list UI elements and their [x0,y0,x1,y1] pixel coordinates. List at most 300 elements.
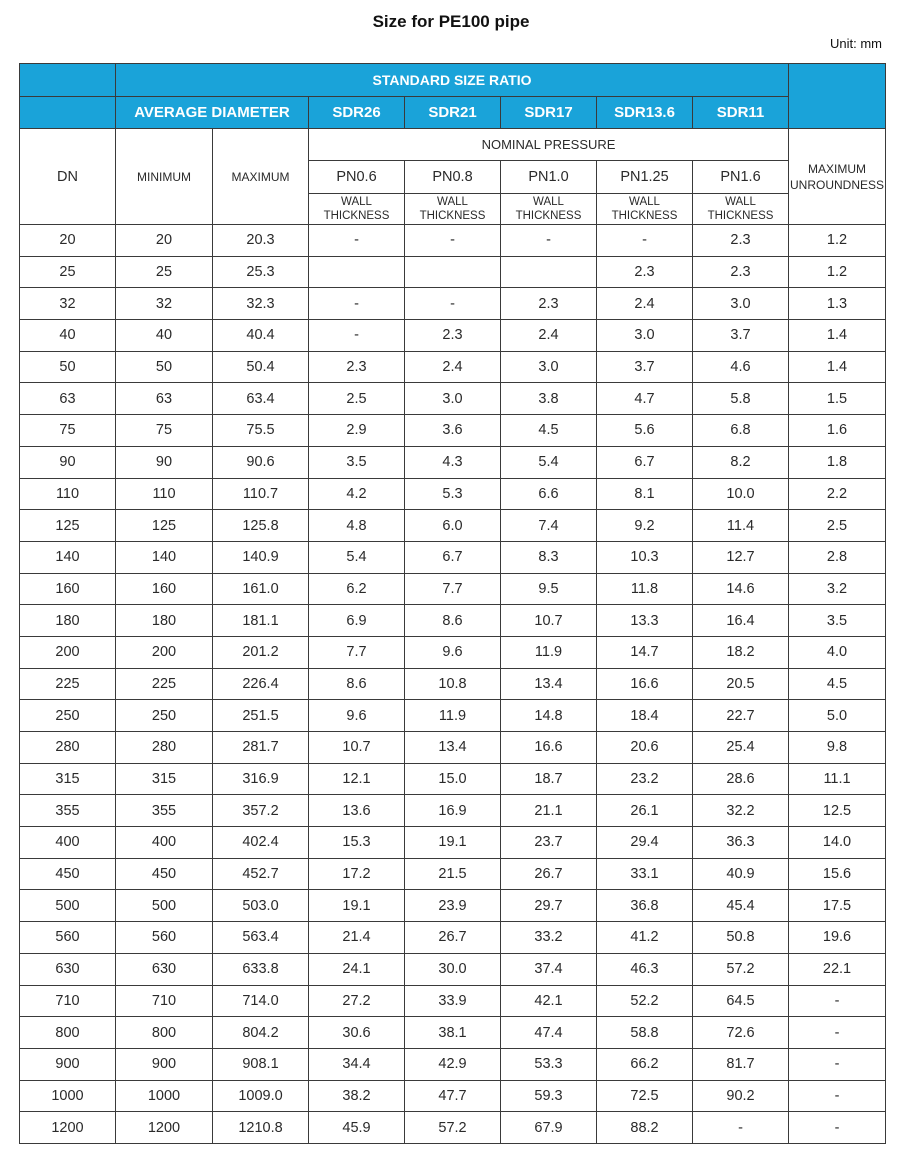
table-cell: 90 [20,446,116,478]
wall-thickness-header: WALL THICKNESS [405,194,501,225]
table-cell: 3.2 [789,573,886,605]
table-cell: 1200 [20,1112,116,1144]
table-cell: 14.6 [693,573,789,605]
table-cell: 3.0 [693,288,789,320]
table-cell: 19.1 [405,827,501,859]
table-cell: 38.1 [405,1017,501,1049]
table-cell: 6.7 [597,446,693,478]
unit-label: Unit: mm [830,36,882,51]
table-cell: 63.4 [213,383,309,415]
table-cell: 400 [116,827,213,859]
table-cell: 804.2 [213,1017,309,1049]
table-cell: 315 [20,763,116,795]
table-row [20,288,886,320]
table-cell: 6.0 [405,510,501,542]
table-cell: 10.0 [693,478,789,510]
table-cell: 280 [116,732,213,764]
table-cell: 110 [116,478,213,510]
table-cell: 2.3 [501,288,597,320]
table-cell: 16.9 [405,795,501,827]
table-cell: 357.2 [213,795,309,827]
table-cell: 2.2 [789,478,886,510]
table-cell: 7.7 [309,636,405,668]
table-cell: 63 [116,383,213,415]
table-cell: 7.7 [405,573,501,605]
table-cell: 32 [116,288,213,320]
blank-header-cell [789,64,886,129]
table-cell: 6.8 [693,415,789,447]
table-cell: 125 [116,510,213,542]
table-cell: 21.5 [405,858,501,890]
table-cell: - [597,225,693,257]
table-cell: 18.7 [501,763,597,795]
table-cell: 160 [116,573,213,605]
table-cell: 36.8 [597,890,693,922]
pn-header: PN1.0 [501,161,597,194]
wall-thickness-header: WALL THICKNESS [501,194,597,225]
standard-size-ratio-header: STANDARD SIZE RATIO [116,64,789,97]
table-cell: 90.2 [693,1080,789,1112]
table-cell: 25 [20,256,116,288]
table-cell: 4.3 [405,446,501,478]
table-cell: 6.7 [405,541,501,573]
table-row [20,478,886,510]
table-cell: 40.9 [693,858,789,890]
table-cell: 52.2 [597,985,693,1017]
table-cell: 1210.8 [213,1112,309,1144]
table-cell: 38.2 [309,1080,405,1112]
table-cell: 53.3 [501,1048,597,1080]
table-cell: 563.4 [213,922,309,954]
table-cell: 1.4 [789,351,886,383]
table-cell: 50.4 [213,351,309,383]
table-cell: 11.1 [789,763,886,795]
table-cell: 201.2 [213,636,309,668]
table-cell: 47.4 [501,1017,597,1049]
table-cell: 15.3 [309,827,405,859]
table-cell: 251.5 [213,700,309,732]
table-cell: 59.3 [501,1080,597,1112]
table-cell: 1000 [116,1080,213,1112]
table-cell: 630 [116,953,213,985]
table-cell: 13.6 [309,795,405,827]
table-cell: 25.4 [693,732,789,764]
table-cell: 2.9 [309,415,405,447]
table-cell: 400 [20,827,116,859]
table-cell: 2.8 [789,541,886,573]
table-row [20,256,886,288]
table-cell: 8.1 [597,478,693,510]
table-cell: 11.9 [405,700,501,732]
table-cell: 33.9 [405,985,501,1017]
table-cell: 18.4 [597,700,693,732]
sdr-header: SDR17 [501,97,597,129]
table-cell: 560 [20,922,116,954]
table-row [20,1048,886,1080]
table-cell: 90 [116,446,213,478]
table-cell: 226.4 [213,668,309,700]
table-cell: 9.6 [405,636,501,668]
table-cell: 81.7 [693,1048,789,1080]
table-cell: 4.2 [309,478,405,510]
table-cell: 110.7 [213,478,309,510]
table-cell: 714.0 [213,985,309,1017]
table-cell: 161.0 [213,573,309,605]
table-row [20,795,886,827]
table-cell: 17.2 [309,858,405,890]
table-cell: 1009.0 [213,1080,309,1112]
pe100-size-table [19,63,886,1144]
table-cell: 12.5 [789,795,886,827]
table-cell: 9.8 [789,732,886,764]
maximum-header: MAXIMUM [213,129,309,225]
table-cell: 110 [20,478,116,510]
table-row [20,510,886,542]
table-cell: - [789,1112,886,1144]
table-cell: 450 [20,858,116,890]
table-cell: 10.7 [309,732,405,764]
table-cell: 19.1 [309,890,405,922]
table-cell: 90.6 [213,446,309,478]
table-cell: 13.4 [501,668,597,700]
table-cell: 75 [20,415,116,447]
table-cell: 1.5 [789,383,886,415]
table-cell: 21.4 [309,922,405,954]
table-header [20,64,886,225]
table-cell: 355 [20,795,116,827]
table-cell: 633.8 [213,953,309,985]
table-cell: 32 [20,288,116,320]
table-cell: 5.4 [501,446,597,478]
table-cell: 2.3 [405,320,501,352]
table-cell: 14.8 [501,700,597,732]
table-cell: 45.4 [693,890,789,922]
table-cell: 900 [116,1048,213,1080]
table-cell: - [693,1112,789,1144]
table-cell: 46.3 [597,953,693,985]
table-cell: 125.8 [213,510,309,542]
table-cell: 20 [20,225,116,257]
table-cell: 2.4 [597,288,693,320]
table-row [20,890,886,922]
table-cell: 8.6 [309,668,405,700]
table-cell: 26.1 [597,795,693,827]
table-cell: 710 [116,985,213,1017]
table-cell [501,256,597,288]
table-cell: 3.6 [405,415,501,447]
table-cell: 355 [116,795,213,827]
sdr-header: SDR26 [309,97,405,129]
table-cell: - [309,288,405,320]
table-cell: 402.4 [213,827,309,859]
table-cell: - [789,1080,886,1112]
table-cell: 29.4 [597,827,693,859]
table-cell: 250 [20,700,116,732]
wall-thickness-header: WALL THICKNESS [309,194,405,225]
table-cell: 3.7 [597,351,693,383]
table-cell: 2.5 [789,510,886,542]
table-row [20,827,886,859]
table-cell: - [789,1048,886,1080]
table-cell: 72.5 [597,1080,693,1112]
table-cell: 16.6 [501,732,597,764]
table-cell: 13.4 [405,732,501,764]
table-cell: 800 [116,1017,213,1049]
table-cell: 15.6 [789,858,886,890]
table-cell: 3.0 [501,351,597,383]
table-cell: 17.5 [789,890,886,922]
table-cell: 11.9 [501,636,597,668]
table-cell: - [789,985,886,1017]
table-cell: 140 [116,541,213,573]
table-row [20,1017,886,1049]
table-cell: 6.2 [309,573,405,605]
table-cell: 20 [116,225,213,257]
table-cell: 29.7 [501,890,597,922]
table-cell: 2.4 [501,320,597,352]
table-cell: 4.5 [501,415,597,447]
pn-header: PN1.25 [597,161,693,194]
table-cell: 88.2 [597,1112,693,1144]
table-cell: 58.8 [597,1017,693,1049]
table-cell: 5.4 [309,541,405,573]
table-cell: 5.0 [789,700,886,732]
table-cell: 34.4 [309,1048,405,1080]
pn-header: PN1.6 [693,161,789,194]
table-cell: 25 [116,256,213,288]
table-cell: 50 [116,351,213,383]
table-cell: 8.6 [405,605,501,637]
average-diameter-header: AVERAGE DIAMETER [116,97,309,129]
table-cell: 32.3 [213,288,309,320]
table-cell: 32.2 [693,795,789,827]
table-cell: 9.5 [501,573,597,605]
table-cell: 7.4 [501,510,597,542]
table-cell: 23.7 [501,827,597,859]
table-cell: 14.0 [789,827,886,859]
table-cell: 4.0 [789,636,886,668]
table-cell: 1000 [20,1080,116,1112]
wall-thickness-header: WALL THICKNESS [597,194,693,225]
table-cell: 1200 [116,1112,213,1144]
table-row [20,541,886,573]
table-cell: 2.3 [597,256,693,288]
table-cell: 5.6 [597,415,693,447]
table-cell: 250 [116,700,213,732]
table-cell: 125 [20,510,116,542]
table-cell: 20.6 [597,732,693,764]
table-cell: 4.5 [789,668,886,700]
table-row [20,415,886,447]
table-cell: 140 [20,541,116,573]
table-cell: 4.8 [309,510,405,542]
table-row [20,383,886,415]
table-cell: 22.7 [693,700,789,732]
table-row [20,858,886,890]
table-cell: 64.5 [693,985,789,1017]
sdr-header: SDR21 [405,97,501,129]
table-cell: 2.4 [405,351,501,383]
table-cell: - [309,225,405,257]
table-cell: 1.3 [789,288,886,320]
table-cell: 57.2 [405,1112,501,1144]
dn-header: DN [20,129,116,225]
table-cell: 26.7 [501,858,597,890]
table-cell: 200 [116,636,213,668]
table-cell: 20.3 [213,225,309,257]
table-cell: 8.2 [693,446,789,478]
table-body [20,225,886,1144]
table-row [20,1112,886,1144]
table-cell: 16.4 [693,605,789,637]
table-cell: - [405,288,501,320]
table-cell: 67.9 [501,1112,597,1144]
sdr-header: SDR11 [693,97,789,129]
table-cell: 280 [20,732,116,764]
table-cell: 2.3 [693,225,789,257]
table-cell: 75.5 [213,415,309,447]
table-cell: 200 [20,636,116,668]
table-cell: 15.0 [405,763,501,795]
table-row [20,1080,886,1112]
table-cell: 13.3 [597,605,693,637]
table-cell: 450 [116,858,213,890]
table-cell: 315 [116,763,213,795]
table-cell: 27.2 [309,985,405,1017]
table-cell: 5.3 [405,478,501,510]
table-row [20,320,886,352]
wall-thickness-header: WALL THICKNESS [693,194,789,225]
table-cell: 560 [116,922,213,954]
pn-header: PN0.6 [309,161,405,194]
table-cell: 452.7 [213,858,309,890]
table-cell: - [501,225,597,257]
table-cell: 25.3 [213,256,309,288]
table-cell: - [405,225,501,257]
table-cell: 37.4 [501,953,597,985]
table-cell: 3.8 [501,383,597,415]
table-cell: 50.8 [693,922,789,954]
table-row [20,732,886,764]
table-cell: 11.4 [693,510,789,542]
table-row [20,636,886,668]
table-cell: 30.0 [405,953,501,985]
table-cell: 800 [20,1017,116,1049]
table-cell: 14.7 [597,636,693,668]
table-cell: 8.3 [501,541,597,573]
table-cell: 40 [116,320,213,352]
max-unroundness-header: MAXIMUM UNROUNDNESS [789,129,886,225]
table-cell: 12.1 [309,763,405,795]
sdr-header: SDR13.6 [597,97,693,129]
table-cell: 30.6 [309,1017,405,1049]
table-cell: 3.7 [693,320,789,352]
table-cell: 181.1 [213,605,309,637]
table-cell: 24.1 [309,953,405,985]
table-cell: 45.9 [309,1112,405,1144]
table-cell: 3.5 [789,605,886,637]
table-cell: 22.1 [789,953,886,985]
table-cell: 225 [116,668,213,700]
table-cell: 2.3 [309,351,405,383]
table-cell: 16.6 [597,668,693,700]
blank-header-cell [20,97,116,129]
table-cell: 40 [20,320,116,352]
table-row [20,668,886,700]
table-cell: 28.6 [693,763,789,795]
table-cell: 316.9 [213,763,309,795]
table-row [20,605,886,637]
page-title: Size for PE100 pipe [372,12,530,31]
table-row [20,225,886,257]
table-cell: 20.5 [693,668,789,700]
table-cell: 9.6 [309,700,405,732]
table-cell: 4.6 [693,351,789,383]
table-row [20,763,886,795]
table-cell: 2.3 [693,256,789,288]
pn-header: PN0.8 [405,161,501,194]
table-cell: 1.4 [789,320,886,352]
table-cell: 2.5 [309,383,405,415]
table-cell: 6.9 [309,605,405,637]
table-cell: 1.6 [789,415,886,447]
table-cell: 500 [20,890,116,922]
table-cell: 36.3 [693,827,789,859]
table-row [20,351,886,383]
table-cell: 3.0 [405,383,501,415]
table-cell: 10.7 [501,605,597,637]
table-cell: 160 [20,573,116,605]
table-cell: 18.2 [693,636,789,668]
table-cell: 1.8 [789,446,886,478]
table-cell: 500 [116,890,213,922]
table-cell: 11.8 [597,573,693,605]
table-cell [309,256,405,288]
table-cell: 10.3 [597,541,693,573]
table-cell: 19.6 [789,922,886,954]
table-cell: 26.7 [405,922,501,954]
table-cell: 140.9 [213,541,309,573]
table-cell: 225 [20,668,116,700]
table-cell: 57.2 [693,953,789,985]
table-cell: 42.9 [405,1048,501,1080]
table-cell: 23.9 [405,890,501,922]
table-cell: 41.2 [597,922,693,954]
table-cell: 50 [20,351,116,383]
table-cell: 908.1 [213,1048,309,1080]
table-row [20,922,886,954]
table-cell: 12.7 [693,541,789,573]
table-cell: 4.7 [597,383,693,415]
table-cell: 10.8 [405,668,501,700]
nominal-pressure-header: NOMINAL PRESSURE [309,129,789,161]
table-cell: 72.6 [693,1017,789,1049]
table-cell: 21.1 [501,795,597,827]
table-cell: 5.8 [693,383,789,415]
table-cell: - [309,320,405,352]
table-cell: 6.6 [501,478,597,510]
table-cell: 47.7 [405,1080,501,1112]
table-cell: 75 [116,415,213,447]
table-cell [405,256,501,288]
table-cell: 710 [20,985,116,1017]
table-cell: 33.2 [501,922,597,954]
table-cell: 630 [20,953,116,985]
blank-corner-cell [20,64,116,97]
table-row [20,446,886,478]
table-cell: 180 [20,605,116,637]
table-cell: 900 [20,1048,116,1080]
